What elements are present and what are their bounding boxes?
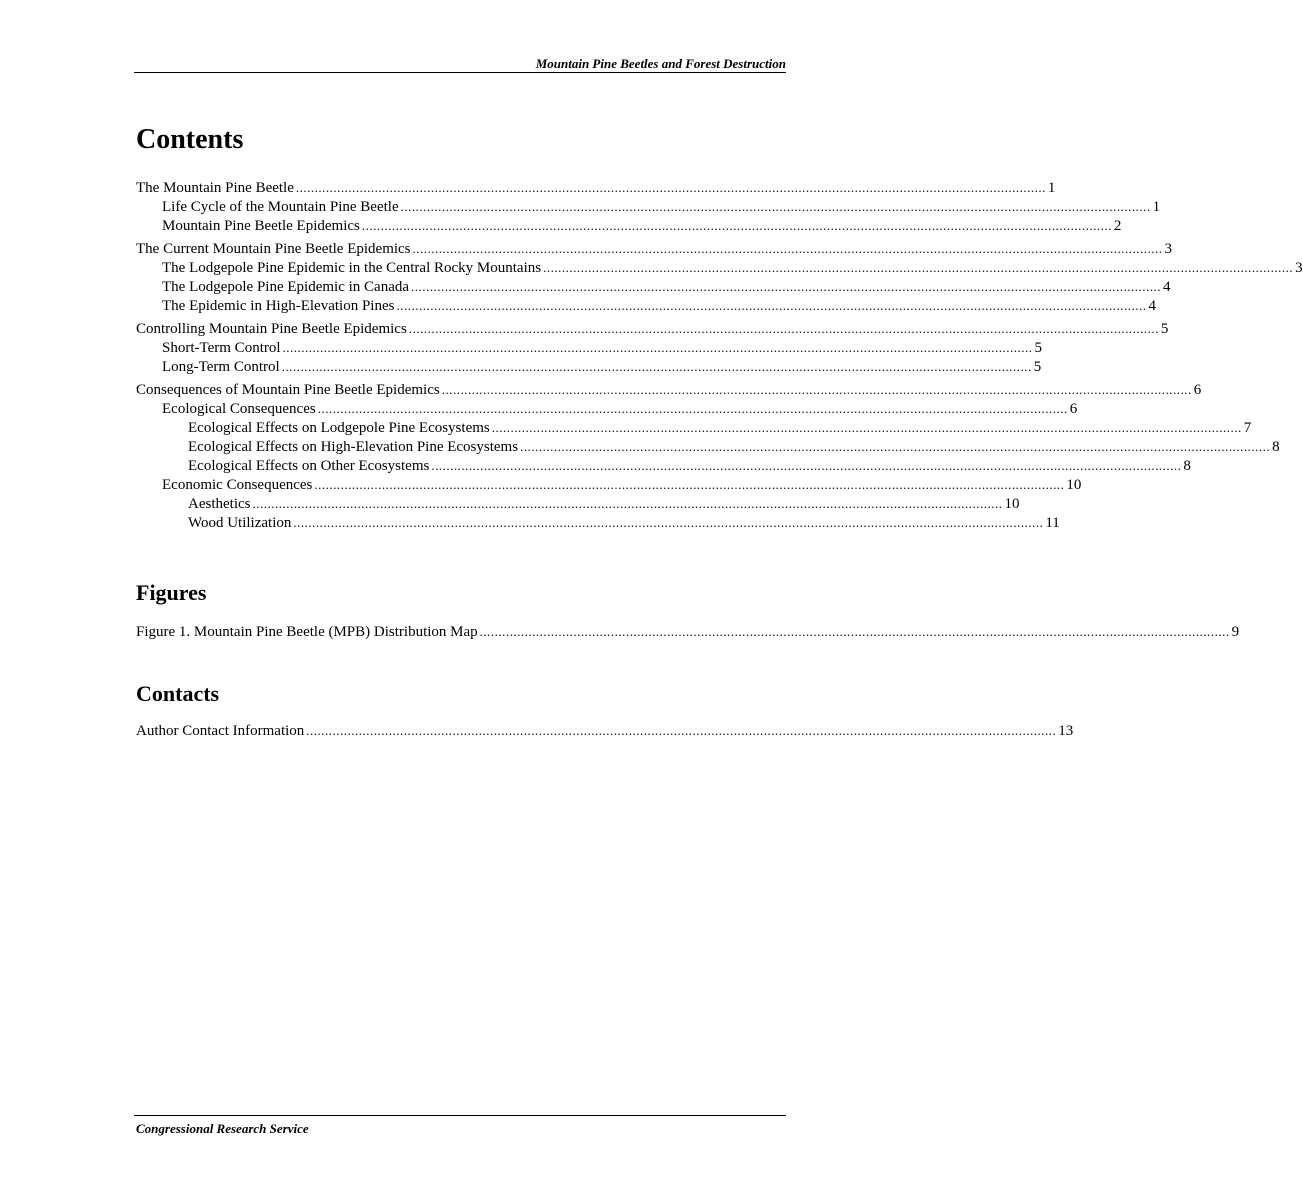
- toc-entry[interactable]: [136, 277, 1171, 296]
- toc-dot-leader: ........................................................................................................................................................................................................: [441, 382, 1192, 397]
- toc-dot-leader: ........................................................................................................................................................................................................: [520, 439, 1271, 454]
- toc-entry-page: 5: [1160, 321, 1169, 337]
- toc-entry-title: Controlling Mountain Pine Beetle Epidemics: [136, 321, 407, 337]
- toc-entry-title: Ecological Consequences: [162, 401, 316, 417]
- toc-entry[interactable]: [136, 475, 1082, 494]
- toc-entry-page: 5: [1034, 340, 1043, 356]
- toc-entry-title: Ecological Effects on High-Elevation Pine Ecosystems: [188, 439, 519, 455]
- toc-entry-page: 8: [1272, 439, 1280, 455]
- toc-entry-title: The Lodgepole Pine Epidemic in the Central Rocky Mountains: [162, 260, 542, 276]
- toc-entry-page: 4: [1148, 298, 1156, 314]
- toc-entry[interactable]: [136, 239, 1173, 258]
- toc-dot-leader: ........................................................................................................................................................................................................: [396, 298, 1147, 313]
- toc-entry-title: Ecological Effects on Other Ecosystems: [188, 458, 430, 474]
- toc-entry[interactable]: [136, 178, 1056, 197]
- toc-entry[interactable]: [136, 399, 1078, 418]
- toc-dot-leader: ........................................................................................................................................................................................................: [412, 241, 1163, 256]
- toc-dot-leader: ........................................................................................................................................................................................................: [317, 401, 1068, 416]
- toc-entry-page: 4: [1163, 279, 1171, 295]
- toc-entry-page: 1: [1047, 180, 1056, 196]
- toc-dot-leader: ........................................................................................................................................................................................................: [252, 496, 1003, 511]
- toc-entry-title: Consequences of Mountain Pine Beetle Epidemics: [136, 382, 440, 398]
- toc-entry[interactable]: [136, 197, 1161, 216]
- running-footer: Congressional Research Service: [136, 1121, 309, 1136]
- toc-entry-page: 2: [1113, 218, 1122, 234]
- toc-entry-title: Figure 1. Mountain Pine Beetle (MPB) Distribution Map: [136, 624, 478, 640]
- toc-dot-leader: ........................................................................................................................................................................................................: [400, 199, 1151, 214]
- toc-entry-title: Life Cycle of the Mountain Pine Beetle: [162, 199, 399, 215]
- toc-entry-page: 13: [1058, 723, 1074, 739]
- toc-dot-leader: ........................................................................................................................................................................................................: [282, 340, 1033, 355]
- toc-entry-page: 11: [1045, 515, 1060, 531]
- footer-rule: [134, 1115, 786, 1116]
- header-rule: [134, 72, 786, 73]
- toc-entry-page: 6: [1069, 401, 1078, 417]
- toc-entry-page: 10: [1066, 477, 1082, 493]
- toc-entry-title: Aesthetics: [188, 496, 251, 512]
- toc-entry-title: Wood Utilization: [188, 515, 292, 531]
- toc-entry-title: Author Contact Information: [136, 723, 305, 739]
- toc-entry-title: Ecological Effects on Lodgepole Pine Ecosystems: [188, 420, 490, 436]
- toc-entry-page: 9: [1231, 624, 1240, 640]
- toc-entry[interactable]: [136, 418, 1252, 437]
- toc-entry-page: 6: [1193, 382, 1202, 398]
- contacts-heading: Contacts: [136, 681, 220, 706]
- figures-list: [136, 622, 1240, 641]
- toc-dot-leader: ........................................................................................................................................................................................................: [479, 624, 1230, 639]
- toc-entry[interactable]: [136, 437, 1280, 456]
- toc-entry-page: 1: [1152, 199, 1161, 215]
- toc-dot-leader: ........................................................................................................................................................................................................: [408, 321, 1159, 336]
- toc-entry-page: 3: [1295, 260, 1303, 276]
- toc-entry[interactable]: [136, 513, 1060, 532]
- toc-dot-leader: ........................................................................................................................................................................................................: [431, 458, 1182, 473]
- toc-entry-page: 8: [1183, 458, 1191, 474]
- toc-dot-leader: ........................................................................................................................................................................................................: [411, 279, 1162, 294]
- toc-dot-leader: ........................................................................................................................................................................................................: [314, 477, 1065, 492]
- toc-dot-leader: ........................................................................................................................................................................................................: [293, 515, 1044, 530]
- toc-entry[interactable]: [136, 296, 1156, 315]
- toc-dot-leader: ........................................................................................................................................................................................................: [361, 218, 1112, 233]
- figures-heading: Figures: [136, 580, 207, 605]
- toc-entry[interactable]: [136, 338, 1043, 357]
- running-header: Mountain Pine Beetles and Forest Destruction: [535, 56, 786, 71]
- toc-entry-title: Short-Term Control: [162, 340, 281, 356]
- toc-entry[interactable]: [136, 319, 1169, 338]
- toc-entry[interactable]: [136, 357, 1042, 376]
- toc-dot-leader: ........................................................................................................................................................................................................: [543, 260, 1294, 275]
- contents-list: [136, 178, 1303, 532]
- toc-entry[interactable]: [136, 380, 1202, 399]
- contacts-list: [136, 721, 1074, 740]
- toc-entry-page: 3: [1164, 241, 1173, 257]
- toc-entry[interactable]: [136, 494, 1020, 513]
- toc-entry-page: 10: [1004, 496, 1020, 512]
- toc-entry[interactable]: [136, 258, 1303, 277]
- toc-entry[interactable]: [136, 622, 1240, 641]
- toc-entry-title: Long-Term Control: [162, 359, 280, 375]
- toc-entry-page: 5: [1033, 359, 1042, 375]
- toc-entry[interactable]: [136, 456, 1191, 475]
- toc-entry-title: The Epidemic in High-Elevation Pines: [162, 298, 395, 314]
- contents-heading: Contents: [136, 124, 244, 155]
- toc-entry-title: The Lodgepole Pine Epidemic in Canada: [162, 279, 410, 295]
- toc-entry[interactable]: [136, 721, 1074, 740]
- toc-dot-leader: ........................................................................................................................................................................................................: [491, 420, 1242, 435]
- toc-dot-leader: ........................................................................................................................................................................................................: [295, 180, 1046, 195]
- toc-entry-page: 7: [1243, 420, 1252, 436]
- toc-entry[interactable]: [136, 216, 1122, 235]
- toc-entry-title: Economic Consequences: [162, 477, 313, 493]
- toc-entry-title: Mountain Pine Beetle Epidemics: [162, 218, 360, 234]
- toc-dot-leader: ........................................................................................................................................................................................................: [306, 723, 1057, 738]
- toc-entry-title: The Current Mountain Pine Beetle Epidemics: [136, 241, 411, 257]
- toc-dot-leader: ........................................................................................................................................................................................................: [281, 359, 1032, 374]
- toc-entry-title: The Mountain Pine Beetle: [136, 180, 294, 196]
